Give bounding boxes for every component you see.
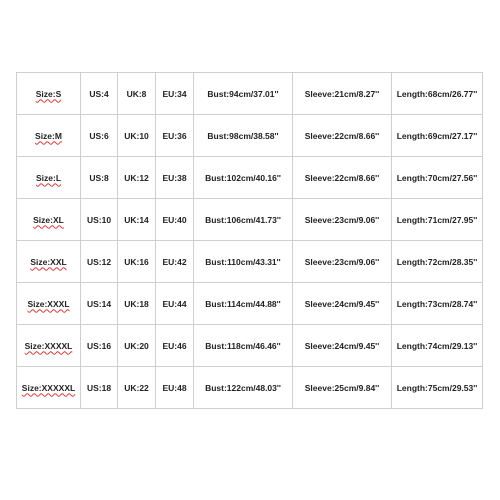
eu-size-cell: EU:36 (156, 115, 194, 157)
size-row (17, 283, 483, 325)
size-row (17, 199, 483, 241)
us-size-cell: US:12 (81, 241, 118, 283)
size-row (17, 115, 483, 157)
eu-size-cell: EU:48 (156, 367, 194, 409)
size-cell (17, 367, 81, 409)
size-row (17, 367, 483, 409)
size-chart-table (16, 72, 483, 409)
size-cell (17, 199, 81, 241)
sleeve-cell: Sleeve:21cm/8.27'' (293, 73, 392, 115)
us-size-cell: US:4 (81, 73, 118, 115)
size-row (17, 325, 483, 367)
sleeve-cell: Sleeve:23cm/9.06'' (293, 199, 392, 241)
uk-size-cell: UK:10 (118, 115, 156, 157)
size-chart-body (17, 73, 483, 409)
eu-size-cell: EU:40 (156, 199, 194, 241)
bust-cell: Bust:114cm/44.88'' (194, 283, 293, 325)
length-cell: Length:72cm/28.35'' (392, 241, 483, 283)
us-size-cell: US:18 (81, 367, 118, 409)
bust-cell: Bust:106cm/41.73'' (194, 199, 293, 241)
size-row (17, 241, 483, 283)
size-label: Size:S (35, 88, 62, 99)
us-size-cell: US:10 (81, 199, 118, 241)
size-label: Size:XXL (30, 256, 67, 267)
size-row (17, 73, 483, 115)
size-label: Size:M (35, 130, 62, 141)
size-cell (17, 325, 81, 367)
us-size-cell: US:8 (81, 157, 118, 199)
uk-size-cell: UK:20 (118, 325, 156, 367)
us-size-cell: US:6 (81, 115, 118, 157)
us-size-cell: US:14 (81, 283, 118, 325)
size-cell (17, 73, 81, 115)
sleeve-cell: Sleeve:22cm/8.66'' (293, 157, 392, 199)
sleeve-cell: Sleeve:25cm/9.84'' (293, 367, 392, 409)
uk-size-cell: UK:22 (118, 367, 156, 409)
bust-cell: Bust:98cm/38.58'' (194, 115, 293, 157)
uk-size-cell: UK:8 (118, 73, 156, 115)
eu-size-cell: EU:44 (156, 283, 194, 325)
size-row (17, 157, 483, 199)
size-label: Size:XXXXXL (21, 382, 76, 393)
size-label: Size:XXXXL (24, 340, 73, 351)
length-cell: Length:70cm/27.56'' (392, 157, 483, 199)
sleeve-cell: Sleeve:23cm/9.06'' (293, 241, 392, 283)
length-cell: Length:69cm/27.17'' (392, 115, 483, 157)
sleeve-cell: Sleeve:24cm/9.45'' (293, 283, 392, 325)
size-cell (17, 115, 81, 157)
bust-cell: Bust:110cm/43.31'' (194, 241, 293, 283)
length-cell: Length:75cm/29.53'' (392, 367, 483, 409)
sleeve-cell: Sleeve:24cm/9.45'' (293, 325, 392, 367)
bust-cell: Bust:118cm/46.46'' (194, 325, 293, 367)
bust-cell: Bust:102cm/40.16'' (194, 157, 293, 199)
size-cell (17, 157, 81, 199)
uk-size-cell: UK:14 (118, 199, 156, 241)
uk-size-cell: UK:16 (118, 241, 156, 283)
size-label: Size:XL (33, 214, 64, 225)
size-label: Size:XXXL (27, 298, 70, 309)
eu-size-cell: EU:38 (156, 157, 194, 199)
us-size-cell: US:16 (81, 325, 118, 367)
length-cell: Length:74cm/29.13'' (392, 325, 483, 367)
length-cell: Length:73cm/28.74'' (392, 283, 483, 325)
uk-size-cell: UK:18 (118, 283, 156, 325)
eu-size-cell: EU:34 (156, 73, 194, 115)
bust-cell: Bust:122cm/48.03'' (194, 367, 293, 409)
sleeve-cell: Sleeve:22cm/8.66'' (293, 115, 392, 157)
eu-size-cell: EU:46 (156, 325, 194, 367)
size-cell (17, 241, 81, 283)
length-cell: Length:71cm/27.95'' (392, 199, 483, 241)
length-cell: Length:68cm/26.77'' (392, 73, 483, 115)
size-cell (17, 283, 81, 325)
eu-size-cell: EU:42 (156, 241, 194, 283)
bust-cell: Bust:94cm/37.01'' (194, 73, 293, 115)
uk-size-cell: UK:12 (118, 157, 156, 199)
size-label: Size:L (35, 172, 62, 183)
